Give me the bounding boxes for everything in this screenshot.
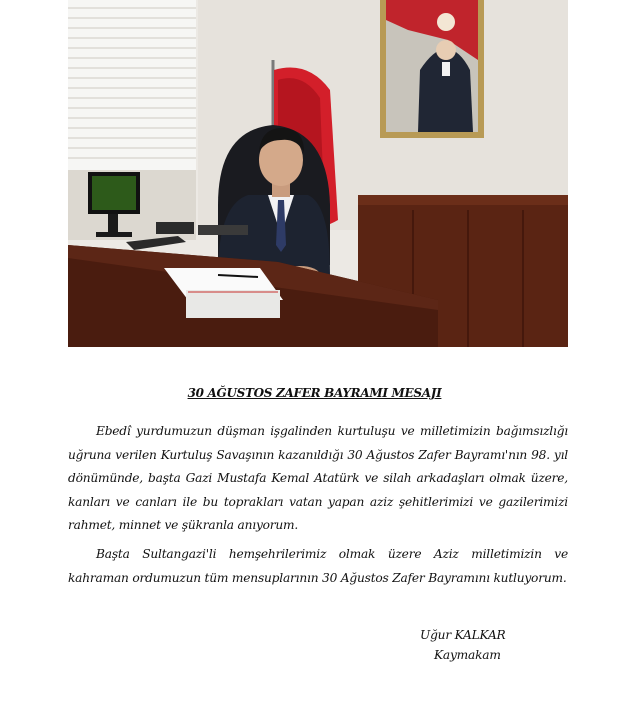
signature-name: Uğur KALKAR bbox=[420, 628, 506, 642]
message-paragraph-1: Ebedî yurdumuzun düşman işgalinden kurtuluşu ve milletimizin bağımsızlığı uğruna verilen Kurtuluş Savaşının kazanıldığı 30 Ağustos Zafer Bayramı'nın 98. yıl dönümünde, başta Gazi Mustafa Kemal Atatürk ve silah arkadaşları olmak üzere, kanları ve canları ile bu toprakları vatan yapan aziz şehitlerimizi ve gazilerimizi rahmet, minnet ve şükranla anıyorum. bbox=[68, 424, 568, 533]
signature-title: Kaymakam bbox=[434, 648, 501, 662]
message-title: 30 AĞUSTOS ZAFER BAYRAMI MESAJI bbox=[187, 386, 442, 400]
message-paragraph-2: Başta Sultangazi'li hemşehrilerimiz olmak üzere Aziz milletimizin ve kahraman ordumuzun tüm mensuplarının 30 Ağustos Zafer Bayramını kutluyorum. bbox=[68, 547, 568, 585]
office-photo bbox=[68, 0, 568, 347]
portrait-frame bbox=[380, 0, 484, 138]
